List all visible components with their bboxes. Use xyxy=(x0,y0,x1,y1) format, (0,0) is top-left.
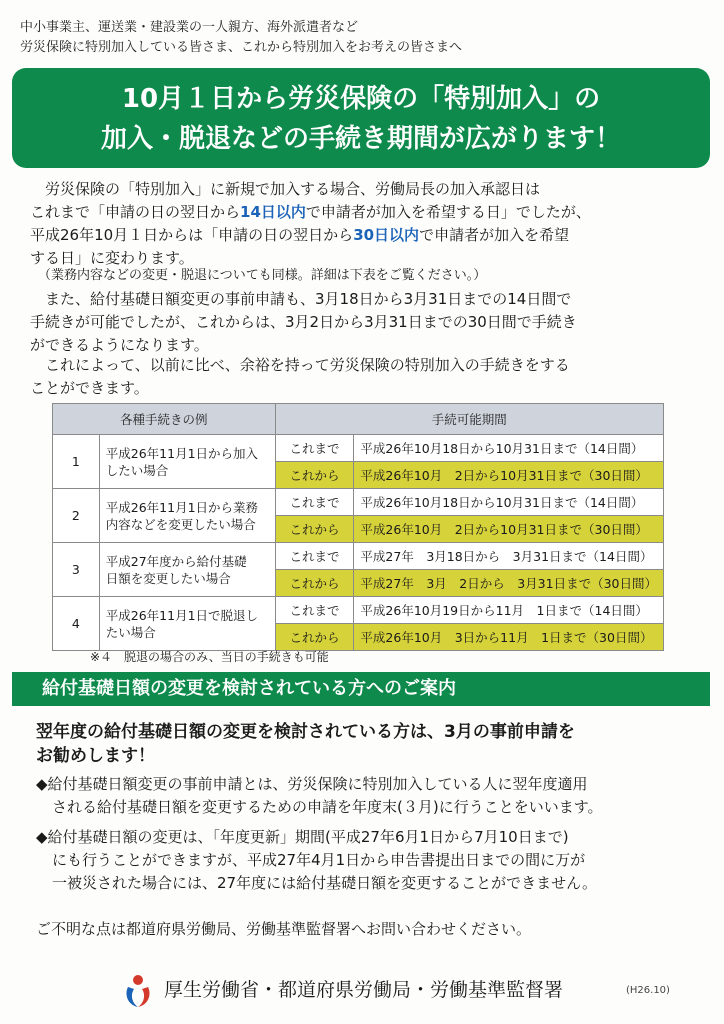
before-label: これまで xyxy=(275,435,354,462)
before-label: これまで xyxy=(275,543,354,570)
after-period: 平成26年10月 2日から10月31日まで（30日間） xyxy=(354,516,664,543)
section-banner xyxy=(12,672,710,706)
p1-line-3b: で申請者が加入を希望 xyxy=(419,226,570,244)
after-label: これから xyxy=(275,462,354,489)
after-label: これから xyxy=(275,624,354,651)
footer-code: (H26.10) xyxy=(626,985,670,996)
subheading-line-1: 翌年度の給付基礎日額の変更を検討されている方は、3月の事前申請を xyxy=(36,722,575,742)
bullet-2 xyxy=(36,826,708,895)
header-period: 手続可能期間 xyxy=(275,404,663,435)
p2-line-3: ができるようになります。 xyxy=(30,336,209,354)
row-number: 3 xyxy=(53,543,100,597)
p1-line-2b: で申請者が加入を希望する日」でしたが、 xyxy=(305,203,591,221)
intro-text xyxy=(20,18,462,58)
bullet-1-line-2: される給付基礎日額を変更するための申請を年度末(３月)に行うことをいいます。 xyxy=(52,798,603,816)
p1-line-4: する日」に変わります。 xyxy=(30,249,194,267)
footer-organization: 厚生労働省・都道府県労働局・労働基準監督署 xyxy=(164,979,564,1001)
desc-line-2: したい場合 xyxy=(105,462,169,478)
headline-banner xyxy=(12,68,710,168)
bullet-1 xyxy=(36,773,708,819)
p1-line-1: 労災保険の「特別加入」に新規で加入する場合、労働局長の加入承認日は xyxy=(45,180,541,198)
intro-line-1: 中小事業主、運送業・建設業の一人親方、海外派遣者など xyxy=(20,20,359,35)
table-row xyxy=(53,435,664,462)
headline-line-2: 加入・脱退などの手続き期間が広がります！ xyxy=(100,124,621,154)
ministry-logo-icon xyxy=(122,973,154,1009)
section-title: 給付基礎日額の変更を検討されている方へのご案内 xyxy=(42,678,456,699)
paragraph-1 xyxy=(30,178,702,270)
table-row xyxy=(53,543,664,570)
inquiry-text: ご不明な点は都道府県労働局、労働基準監督署へお問い合わせください。 xyxy=(36,920,532,938)
row-number: 4 xyxy=(53,597,100,651)
before-period: 平成26年10月18日から10月31日まで（14日間） xyxy=(354,489,664,516)
header-examples: 各種手続きの例 xyxy=(53,404,276,435)
bullet-2-line-1: ◆給付基礎日額の変更は、「年度更新」期間(平成27年6月1日から7月10日まで) xyxy=(36,828,569,846)
bullet-2-line-3: 一被災された場合には、27年度には給付基礎日額を変更することができません。 xyxy=(52,874,597,892)
after-label: これから xyxy=(275,516,354,543)
highlight-30-days: 30日以内 xyxy=(353,226,420,244)
after-period: 平成26年10月 2日から10月31日まで（30日間） xyxy=(354,462,664,489)
table-row xyxy=(53,597,664,624)
table-row xyxy=(53,489,664,516)
desc-line-2: 日額を変更したい場合 xyxy=(105,570,231,586)
section-subheading xyxy=(36,720,700,768)
paragraph-3 xyxy=(30,354,702,400)
after-period: 平成27年 3月 2日から 3月31日まで（30日間） xyxy=(354,570,664,597)
before-period: 平成26年10月18日から10月31日まで（14日間） xyxy=(354,435,664,462)
desc-line-1: 平成26年11月1日で脱退し xyxy=(105,607,259,623)
bullet-2-line-2: にも行うことができますが、平成27年4月1日から申告書提出日までの間に万が xyxy=(52,851,586,869)
row-number: 2 xyxy=(53,489,100,543)
before-label: これまで xyxy=(275,597,354,624)
subheading-line-2: お勧めします！ xyxy=(36,746,155,766)
table-footnote: ※４ 脱退の場合のみ、当日の手続きも可能 xyxy=(90,650,329,664)
p3-line-1: これによって、以前に比べ、余裕を持って労災保険の特別加入の手続きをする xyxy=(45,356,570,374)
p1-line-2a: これまで「申請の日の翌日から xyxy=(30,203,241,221)
before-period: 平成27年 3月18日から 3月31日まで（14日間） xyxy=(354,543,664,570)
row-description xyxy=(99,489,275,543)
before-label: これまで xyxy=(275,489,354,516)
desc-line-1: 平成26年11月1日から業務 xyxy=(105,499,259,515)
row-description xyxy=(99,435,275,489)
p2-line-1: また、給付基礎日額変更の事前申請も、3月18日から3月31日までの14日間で xyxy=(45,290,572,308)
desc-line-2: たい場合 xyxy=(105,624,156,640)
p2-line-2: 手続きが可能でしたが、これからは、3月2日から3月31日までの30日間で手続き xyxy=(30,313,577,331)
row-description xyxy=(99,597,275,651)
before-period: 平成26年10月19日から11月 1日まで（14日間） xyxy=(354,597,664,624)
after-period: 平成26年10月 3日から11月 1日まで（30日間） xyxy=(354,624,664,651)
procedure-table xyxy=(52,403,664,651)
desc-line-1: 平成26年11月1日から加入 xyxy=(105,445,259,461)
row-number: 1 xyxy=(53,435,100,489)
p1-line-3 xyxy=(30,224,702,247)
p3-line-2: ことができます。 xyxy=(30,379,149,397)
footer xyxy=(122,973,682,1013)
desc-line-1: 平成27年度から給付基礎 xyxy=(105,553,247,569)
intro-line-2: 労災保険に特別加入している皆さま、これから特別加入をお考えの皆さまへ xyxy=(20,40,463,55)
desc-line-2: 内容などを変更したい場合 xyxy=(105,516,256,532)
p1-line-3a: 平成26年10月１日からは「申請の日の翌日から xyxy=(30,226,354,244)
table-header-row xyxy=(53,404,664,435)
headline-line-1: 10月１日から労災保険の「特別加入」の xyxy=(121,84,601,114)
highlight-14-days: 14日以内 xyxy=(240,203,306,221)
note-line: （業務内容などの変更・脱退についても同様。詳細は下表をご覧ください。） xyxy=(38,268,487,283)
p1-line-2 xyxy=(30,201,702,224)
paragraph-2 xyxy=(30,288,702,357)
row-description xyxy=(99,543,275,597)
bullet-1-line-1: ◆給付基礎日額変更の事前申請とは、労災保険に特別加入している人に翌年度適用 xyxy=(36,775,588,793)
after-label: これから xyxy=(275,570,354,597)
